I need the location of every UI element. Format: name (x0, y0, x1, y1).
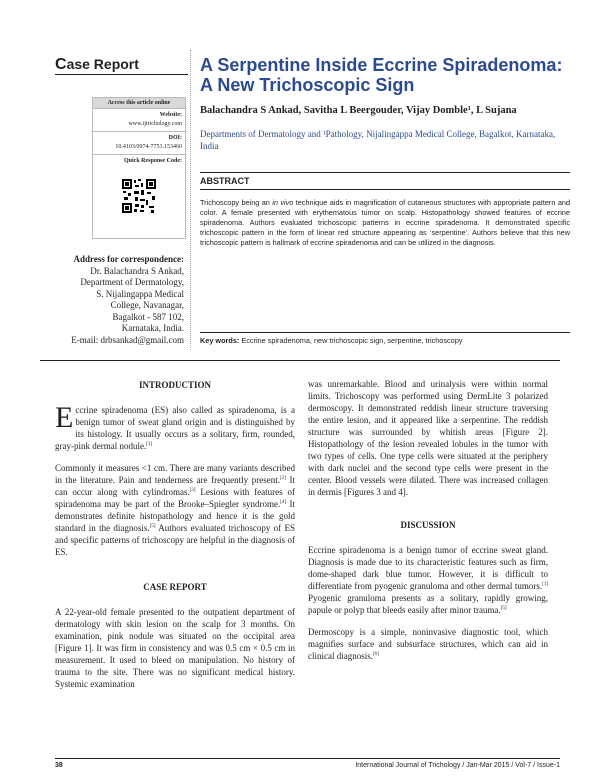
column-divider (190, 50, 192, 350)
website-label: Website: (159, 112, 182, 118)
ref-link[interactable]: [4] (280, 500, 287, 505)
drop-cap: E (55, 401, 74, 434)
discussion-paragraph-2: Dermoscopy is a simple, noninvasive diagnostic tool, which magnifies surface and subsurface structures, which can aid in clinical diagnosis.[6] (308, 627, 548, 661)
doi-row (93, 132, 185, 155)
abstract-text: Trichoscopy being an in vivo technique aids in magnification of cutaneous structures with appropriate pattern and color. A female presented with erythematous tumor on scalp. Histopathology showed features of eccrine spiradenoma. Authors evaluated trichoscopic patterns in eccrine spiradenoma. It demonstrated specific trichoscopic pattern in the form of linear red structure appearing as ‘serpentine’. Authors believe that this new trichoscopic pattern is hallmark of eccrine spiradenoma and can be utilized in the diagnosis. (200, 198, 570, 247)
ref-link[interactable]: [2] (280, 476, 286, 481)
ref-link[interactable]: [1] (146, 442, 153, 447)
access-online-box (92, 97, 186, 239)
case-paragraph-continued: was unremarkable. Blood and urinalysis were within normal limits. Trichoscopy was performed using DermLite 3 polarized dermoscopy. It demonstrated reddish linear structure traversing the entire lesion, and it appeared like a serpentine. The reddish structure was surrounded by whitish areas [Figure 2]. Histopathology of the lesion revealed lobules in the tumor with two types of cells. One type cells were situated at the periphery with dark nuclei and the second type cells were present in the center. Blood vessels were dilated. There was increased collagen in dermis [Figures 3 and 4]. (308, 379, 548, 497)
correspondence-line: Karnataka, India. (121, 323, 184, 333)
journal-citation: International Journal of Trichology / Jan-Mar 2015 / Vol-7 / Issue-1 (355, 762, 560, 769)
correspondence-line: Bagalkot - 587 102, (112, 311, 184, 322)
access-heading: Access this article online (93, 98, 185, 109)
left-column (55, 380, 295, 690)
case-report-heading: CASE REPORT (143, 582, 207, 592)
ref-link[interactable]: [1] (542, 582, 548, 587)
qr-code-icon (121, 178, 157, 214)
discussion-paragraph-1: Eccrine spiradenoma is a benign tumor of eccrine sweat gland. Diagnosis is made due to its characteristic features such as firm, dome-shaped dark blue tumor. However, it is difficult to differentiate from pyogenic granuloma and other dermal tumors.[1] Pyogenic granuloma presents as a solitary, rapidly growing, papule or polyp that bleeds easily after minor trauma.[5] (308, 545, 548, 615)
website-link[interactable]: www.ijtrichology.com (128, 121, 182, 127)
header-divider (40, 360, 560, 361)
ref-link[interactable]: [6] (373, 652, 379, 657)
correspondence-line: S. Nijalingappa Medical (96, 288, 184, 299)
correspondence-heading: Address for correspondence: (73, 254, 184, 264)
abstract-heading: ABSTRACT (200, 172, 570, 190)
page-number: 38 (55, 762, 63, 769)
article-title: A Serpentine Inside Eccrine Spiradenoma: A New Trichoscopic Sign (200, 55, 563, 95)
doi-label: DOI: (168, 135, 182, 141)
keywords-list: Eccrine spiradenoma, new trichoscopic sign, serpentine, trichoscopy (239, 336, 463, 345)
section-label-underline (55, 74, 188, 75)
ref-link[interactable]: [5] (149, 524, 156, 529)
introduction-heading: INTRODUCTION (138, 380, 211, 390)
intro-paragraph-1: Eccrine spiradenoma (ES) also called as spiradenoma, is a benign tumor of sweat gland origin and is distinguished by its histology. It usually occurs as a solitary, firm, rounded, gray-pink dermal nodule.[1] (55, 401, 295, 451)
keywords (200, 332, 570, 345)
qr-label: Quick Response Code: (123, 158, 182, 164)
affiliation: Departments of Dermatology and ¹Pathology, Nijalingappa Medical College, Bagalkot, Karnataka, India (200, 129, 556, 151)
right-column (308, 378, 548, 662)
correspondence-line: Department of Dermatology, (80, 277, 184, 287)
correspondence-line: Dr. Balachandra S Ankad, (90, 265, 184, 276)
author-list: Balachandra S Ankad, Savitha L Beergouder, Vijay Domble¹, L Sujana (200, 105, 517, 116)
website-row (93, 109, 185, 132)
qr-row (93, 155, 185, 168)
page-footer (55, 758, 560, 769)
correspondence-line: College, Navanagar, (110, 300, 184, 310)
abstract-emphasis: in vivo (272, 198, 294, 207)
correspondence-block (40, 254, 184, 346)
discussion-heading: DISCUSSION (400, 520, 456, 530)
doi-value[interactable]: 10.4103/0974-7753.153460 (115, 144, 182, 150)
keywords-label: Key words: (200, 336, 240, 345)
correspondence-email[interactable]: E-mail: drbsankad@gmail.com (71, 334, 184, 345)
section-label: Case Report (55, 56, 139, 73)
ref-link[interactable]: [5] (500, 606, 507, 611)
intro-paragraph-2: Commonly it measures <1 cm. There are many variants described in the literature. Pain and tenderness are frequently present.[2] It can occur along with cylindromas.[3] Lesions with features of spiradenoma may be part of the Brooke–Spiegler syndrome.[4] It demonstrates definite histopathology and hence it is the gold standard in the diagnosis.[5] Authors evaluated trichoscopy of ES and specific patterns of trichoscopy are helpful in the diagnosis of ES. (55, 463, 295, 557)
case-paragraph: A 22-year-old female presented to the outpatient department of dermatology with skin lesion on the scalp for 3 months. On examination, pink nodule was situated on the occipital area [Figure 1]. It was firm in consistency and was 0.5 cm × 0.5 cm in measurement. It used to bleed on manipulation. No history of trauma to the site. There was no significant medical history. Systemic examination (55, 607, 295, 689)
ref-link[interactable]: [3] (189, 488, 196, 493)
